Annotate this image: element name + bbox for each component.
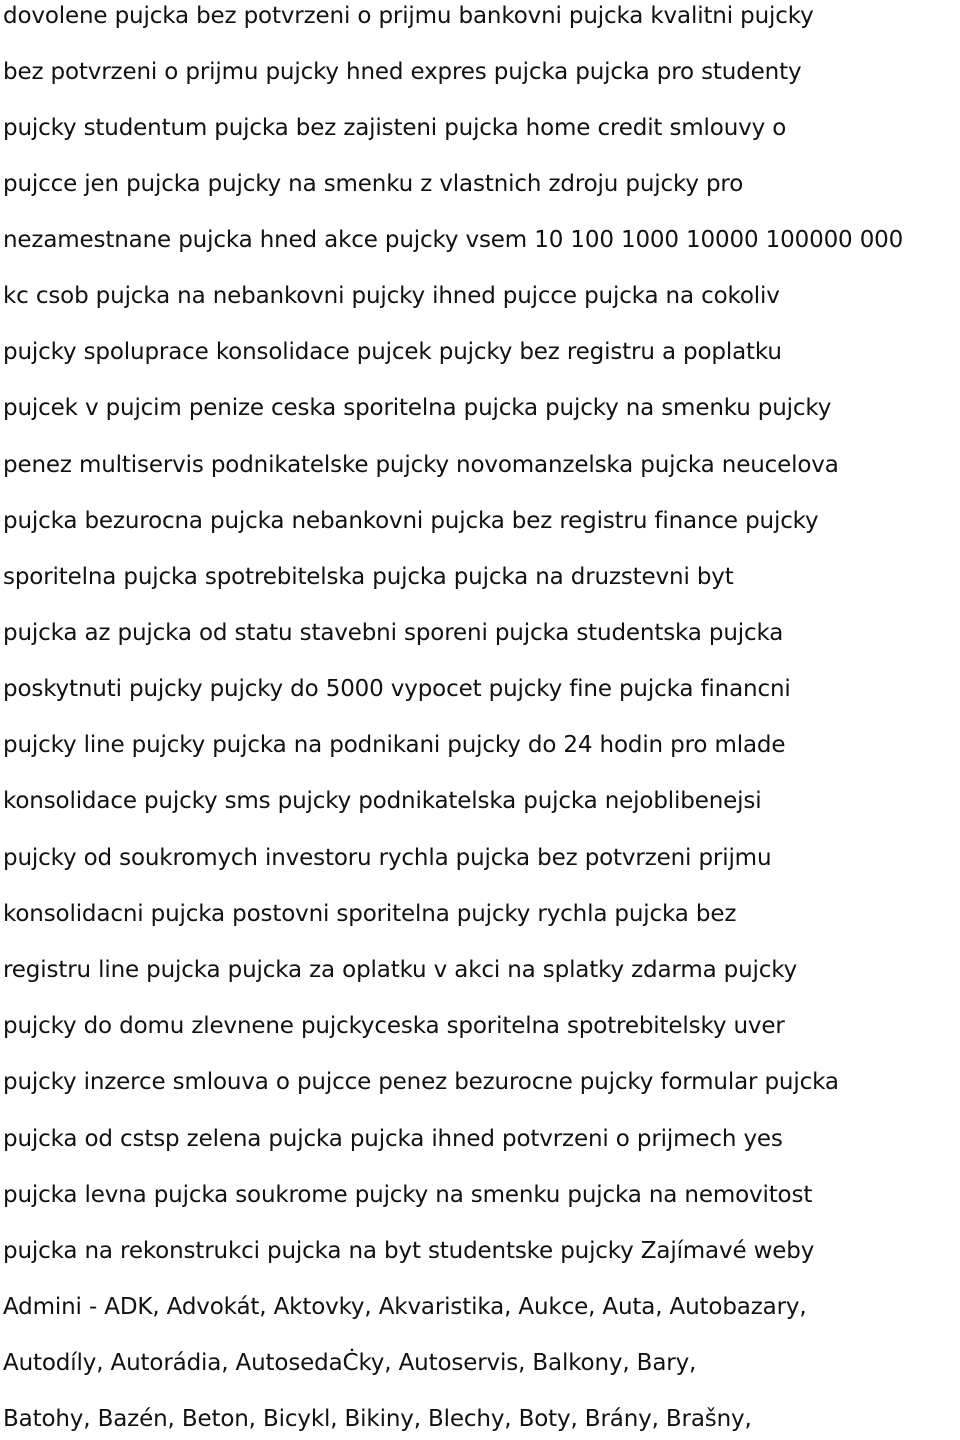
text-line: nezamestnane pujcka hned akce pujcky vsem 10 100 1000 10000 100000 000	[3, 227, 904, 253]
text-line: pujcky do domu zlevnene pujckyceska sporitelna spotrebitelsky uver	[3, 1013, 785, 1039]
text-line: pujcky line pujcky pujcka na podnikani pujcky do 24 hodin pro mlade	[3, 732, 786, 758]
text-line: pujcka na rekonstrukci pujcka na byt studentske pujcky Zajímavé weby	[3, 1238, 815, 1264]
text-line: Admini - ADK, Advokát, Aktovky, Akvaristika, Aukce, Auta, Autobazary,	[3, 1294, 807, 1320]
text-line: pujcka bezurocna pujcka nebankovni pujcka bez registru finance pujcky	[3, 508, 819, 534]
text-line: pujcka od cstsp zelena pujcka pujcka ihned potvrzeni o prijmech yes	[3, 1126, 783, 1152]
text-line: Batohy, Bazén, Beton, Bicykl, Bikiny, Blechy, Boty, Brány, Brašny,	[3, 1406, 752, 1432]
text-line: registru line pujcka pujcka za oplatku v akci na splatky zdarma pujcky	[3, 957, 798, 983]
text-line: dovolene pujcka bez potvrzeni o prijmu bankovni pujcka kvalitni pujcky	[3, 3, 814, 29]
text-line: pujcky studentum pujcka bez zajisteni pujcka home credit smlouvy o	[3, 115, 787, 141]
text-line: pujcky spoluprace konsolidace pujcek pujcky bez registru a poplatku	[3, 339, 782, 365]
text-line: pujcka az pujcka od statu stavebni sporeni pujcka studentska pujcka	[3, 620, 784, 646]
text-line: pujcka levna pujcka soukrome pujcky na smenku pujcka na nemovitost	[3, 1182, 813, 1208]
text-line: pujcek v pujcim penize ceska sporitelna pujcka pujcky na smenku pujcky	[3, 395, 832, 421]
text-line: konsolidace pujcky sms pujcky podnikatelska pujcka nejoblibenejsi	[3, 788, 762, 814]
text-line: pujcky inzerce smlouva o pujcce penez bezurocne pujcky formular pujcka	[3, 1069, 839, 1095]
text-line: sporitelna pujcka spotrebitelska pujcka pujcka na druzstevni byt	[3, 564, 734, 590]
text-line: bez potvrzeni o prijmu pujcky hned expres pujcka pujcka pro studenty	[3, 59, 802, 85]
text-line: Autodíly, Autorádia, AutosedaĊky, Autoservis, Balkony, Bary,	[3, 1350, 697, 1376]
text-line: kc csob pujcka na nebankovni pujcky ihned pujcce pujcka na cokoliv	[3, 283, 780, 309]
text-line: konsolidacni pujcka postovni sporitelna pujcky rychla pujcka bez	[3, 901, 737, 927]
text-line: penez multiservis podnikatelske pujcky novomanzelska pujcka neucelova	[3, 452, 839, 478]
text-line: pujcce jen pujcka pujcky na smenku z vlastnich zdroju pujcky pro	[3, 171, 744, 197]
text-line: pujcky od soukromych investoru rychla pujcka bez potvrzeni prijmu	[3, 845, 772, 871]
text-line: poskytnuti pujcky pujcky do 5000 vypocet pujcky fine pujcka financni	[3, 676, 791, 702]
